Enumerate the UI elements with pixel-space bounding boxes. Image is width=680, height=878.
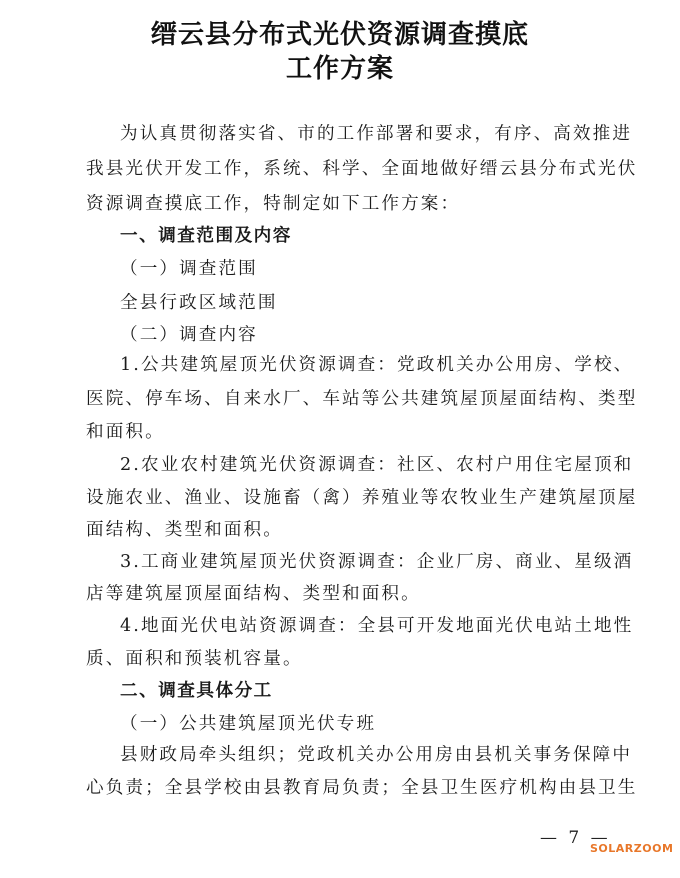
page-number: — 7 — bbox=[540, 828, 611, 848]
paragraph-line: 设施农业、渔业、设施畜（禽）养殖业等农牧业生产建筑屋顶屋 bbox=[86, 488, 638, 508]
paragraph-line: 我县光伏开发工作，系统、科学、全面地做好缙云县分布式光伏 bbox=[86, 159, 638, 179]
document-title-line1: 缙云县分布式光伏资源调查摸底 bbox=[150, 20, 529, 50]
watermark-logo: SOLARZOOM bbox=[590, 842, 674, 855]
subsection-heading: （一）公共建筑屋顶光伏专班 bbox=[120, 714, 377, 734]
paragraph-line: 4.地面光伏电站资源调查：全县可开发地面光伏电站土地性 bbox=[120, 616, 634, 636]
paragraph-line: 质、面积和预装机容量。 bbox=[86, 649, 303, 669]
document-title-line2: 工作方案 bbox=[285, 54, 394, 84]
paragraph-line: 为认真贯彻落实省、市的工作部署和要求，有序、高效推进 bbox=[120, 124, 633, 144]
paragraph-line: 医院、停车场、自来水厂、车站等公共建筑屋顶屋面结构、类型 bbox=[86, 389, 638, 409]
paragraph-line: 面结构、类型和面积。 bbox=[86, 520, 283, 540]
paragraph-line: 和面积。 bbox=[86, 422, 165, 442]
paragraph-line: 全县行政区域范围 bbox=[120, 293, 278, 313]
paragraph-line: 心负责；全县学校由县教育局负责；全县卫生医疗机构由县卫生 bbox=[86, 778, 638, 798]
paragraph-line: 3.工商业建筑屋顶光伏资源调查：企业厂房、商业、星级酒 bbox=[120, 552, 634, 572]
paragraph-line: 1.公共建筑屋顶光伏资源调查：党政机关办公用房、学校、 bbox=[120, 355, 634, 375]
paragraph-line: 2.农业农村建筑光伏资源调查：社区、农村户用住宅屋顶和 bbox=[120, 455, 634, 475]
section-heading: 二、调查具体分工 bbox=[120, 681, 273, 701]
paragraph-line: 店等建筑屋顶屋面结构、类型和面积。 bbox=[86, 584, 421, 604]
subsection-heading: （一）调查范围 bbox=[120, 259, 258, 279]
section-heading: 一、调查范围及内容 bbox=[120, 226, 292, 246]
subsection-heading: （二）调查内容 bbox=[120, 325, 258, 345]
paragraph-line: 资源调查摸底工作，特制定如下工作方案： bbox=[86, 194, 461, 214]
paragraph-line: 县财政局牵头组织；党政机关办公用房由县机关事务保障中 bbox=[120, 745, 633, 765]
